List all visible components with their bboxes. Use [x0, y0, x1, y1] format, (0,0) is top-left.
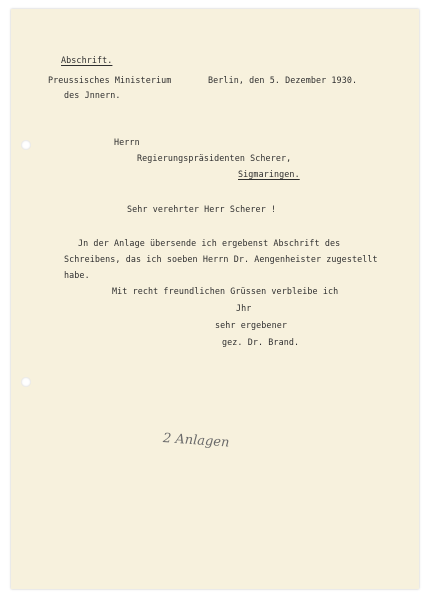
place-and-date: Berlin, den 5. Dezember 1930.: [208, 75, 358, 85]
recipient-city: Sigmaringen.: [238, 169, 300, 179]
handwritten-note: 2 Anlagen: [162, 431, 230, 451]
signature: gez. Dr. Brand.: [222, 337, 300, 347]
closing-line-3: sehr ergebener: [215, 320, 287, 330]
letter-greeting: Sehr verehrter Herr Scherer !: [127, 204, 277, 214]
closing-line-2: Jhr: [236, 303, 252, 313]
punch-hole-top: [21, 140, 31, 150]
punch-hole-bottom: [21, 377, 31, 387]
recipient-salutation: Herrn: [114, 137, 140, 147]
sender-ministry: Preussisches Ministerium: [48, 75, 172, 85]
sender-department: des Jnnern.: [64, 90, 121, 100]
document-heading: Abschrift.: [61, 55, 113, 65]
body-line-2: Schreibens, das ich soeben Herrn Dr. Aengenheister zugestellt: [64, 254, 378, 264]
body-line-1: Jn der Anlage übersende ich ergebenst Abschrift des: [78, 238, 341, 248]
recipient-name: Regierungspräsidenten Scherer,: [137, 153, 292, 163]
closing-line-1: Mit recht freundlichen Grüssen verbleibe ich: [112, 286, 339, 296]
body-line-3: habe.: [64, 270, 90, 280]
